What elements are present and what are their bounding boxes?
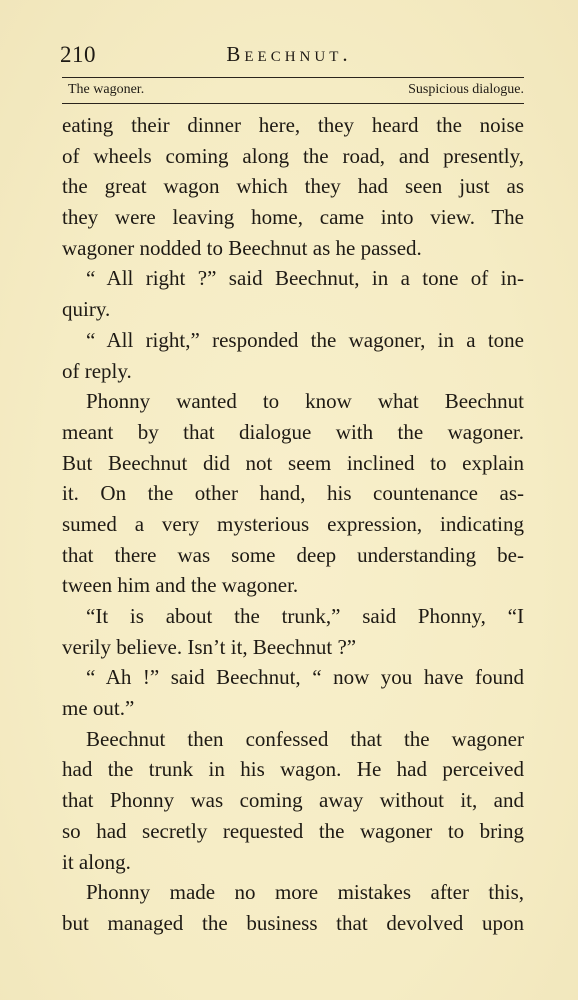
text-line: sumed a very mysterious expression, indicating (62, 511, 524, 536)
text-line: meant by that dialogue with the wagoner. (62, 419, 524, 444)
text-line: “ All right,” responded the wagoner, in a tone (86, 327, 524, 352)
text-line: verily believe. Isn’t it, Beechnut ?” (62, 634, 357, 659)
text-line: that Phonny was coming away without it, and (62, 788, 524, 813)
body-text (62, 110, 524, 939)
text-line: tween him and the wagoner. (62, 573, 299, 598)
text-line: me out.” (62, 696, 135, 721)
text-line: wagoner nodded to Beechnut as he passed. (62, 235, 422, 260)
text-line: of reply. (62, 358, 132, 383)
subheading-rule (62, 103, 524, 104)
text-line: so had secretly requested the wagoner to bring (62, 818, 524, 843)
text-line: of wheels coming along the road, and presently, (62, 143, 524, 168)
text-line: quiry. (62, 297, 111, 322)
text-line: eating their dinner here, they heard the noise (62, 113, 524, 137)
text-line: Phonny wanted to know what Beechnut (86, 389, 524, 414)
marginal-subheadings (68, 82, 524, 102)
text-line: but managed the business that devolved upon (62, 910, 524, 935)
text-line: But Beechnut did not seem inclined to explain (62, 450, 524, 475)
page-number: 210 (60, 42, 96, 67)
subheading-left: The wagoner. (68, 82, 145, 97)
subheading-right: Suspicious dialogue. (408, 82, 524, 97)
text-line: it. On the other hand, his countenance as- (62, 481, 524, 506)
text-line: had the trunk in his wagon. He had perceived (62, 757, 524, 782)
text-line: Phonny made no more mistakes after this, (86, 880, 524, 905)
text-line: they were leaving home, came into view. The (62, 205, 524, 230)
text-line: that there was some deep understanding be- (62, 542, 524, 567)
text-line: “ Ah !” said Beechnut, “ now you have found (86, 665, 524, 690)
text-line: the great wagon which they had seen just as (62, 174, 524, 199)
text-line: “It is about the trunk,” said Phonny, “I (86, 604, 524, 628)
text-line: Beechnut then confessed that the wagoner (86, 726, 524, 751)
running-head (60, 38, 518, 74)
text-line: “ All right ?” said Beechnut, in a tone of in- (86, 266, 524, 291)
text-line: it along. (62, 849, 131, 874)
header-rule (62, 77, 524, 78)
book-title: Beechnut. (226, 42, 352, 66)
